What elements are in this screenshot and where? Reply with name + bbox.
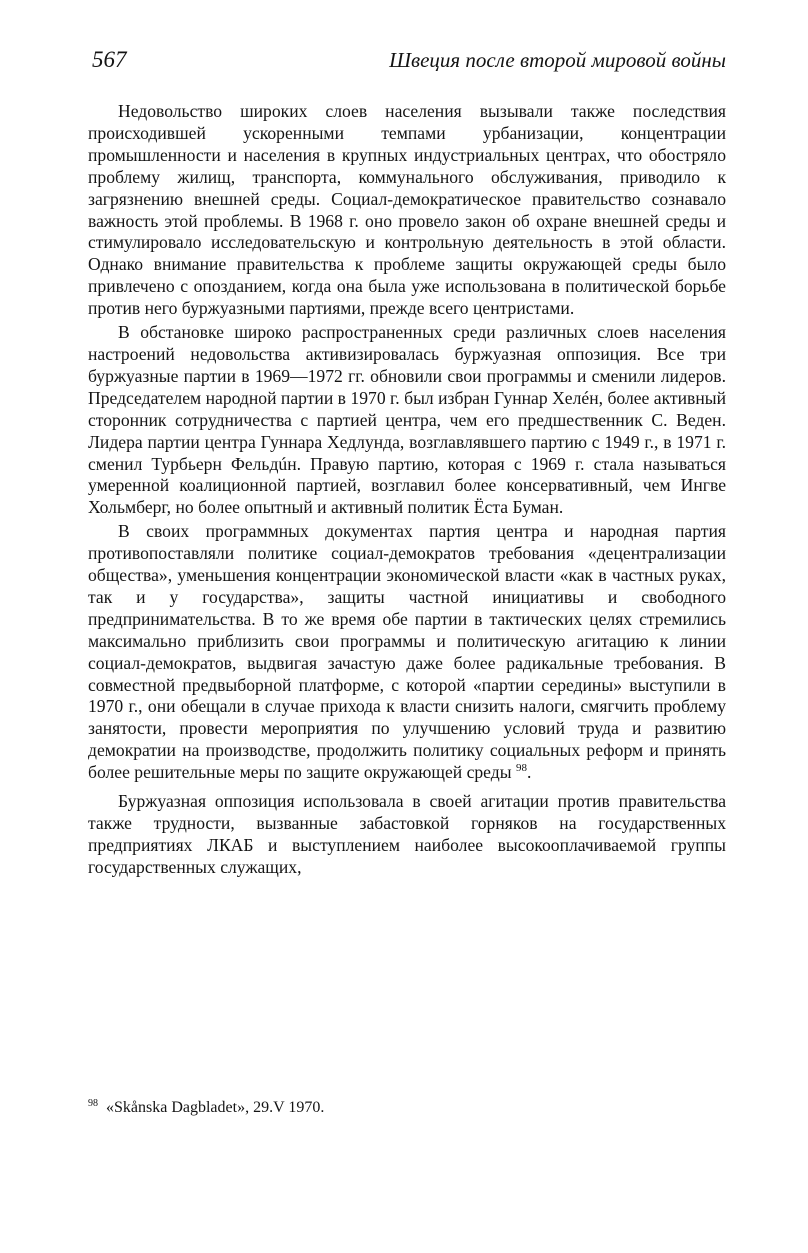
footnote xyxy=(88,1097,726,1119)
body-text xyxy=(88,101,726,879)
footnote-number: 98 xyxy=(88,1097,98,1109)
paragraph-4: Буржуазная оппозиция использовала в своей агитации против правительства также трудности, вызванные забастовкой горняков на государственных предприятиях ЛКАБ и выступлением наиболее высокооплачиваемой группы государственных служащих, xyxy=(88,791,726,877)
paragraph-3: В своих программных документах партия центра и народная партия противопоставляли политике социал-демократов требования «децентрализации общества», уменьшения концентрации экономической власти «как в частных руках, так и у государства», защиты частной инициативы и свободного предпринимательства. В то же время обе партии в тактических целях стремились максимально приблизить свои программы и политическую агитацию к линии социал-демократов, выдвигая зачастую даже более радикальные требования. В совместной предвыборной платформе, с которой «партии середины» выступили в 1970 г., они обещали в случае прихода к власти снизить налоги, смягчить проблему занятости, провести мероприятия по улучшению условий труда и развитию демократии на производстве, продолжить политику социальных реформ и принять более решительные меры по защите окружающей среды $^{98}$. xyxy=(88,521,726,783)
running-title: Швеция после второй мировой войны xyxy=(389,48,726,72)
footnote-reference: 98 xyxy=(515,762,527,775)
paragraph-2: В обстановке широко распространенных среди различных слоев населения настроений недовольства активизировалась буржуазная оппозиция. Все три буржуазные партии в 1969—1972 гг. обновили свои программы и сменили лидеров. Председателем народной партии в 1970 г. был избран Гуннар Хелéн, более активный сторонник сотрудничества с партией центра, чем его предшественник С. Веден. Лидера партии центра Гуннара Хедлунда, возглавлявшего партию с 1949 г., в 1971 г. сменил Турбьерн Фельдúн. Правую партию, которая с 1969 г. стала называться умеренной коалиционной партией, возглавил более консервативный, чем Ингве Хольмберг, но более опытный и активный политик Ёста Буман. xyxy=(88,322,726,518)
page-number: 567 xyxy=(92,47,127,72)
paragraph-3-text: В своих программных документах партия центра и народная партия противопоставляли политике социал-демократов требования «децентрализации общества», уменьшения концентрации экономической власти «как в частных руках, так и у государства», защиты частной инициативы и свободного предпринимательства. В то же время обе партии в тактических целях стремились максимально приблизить свои программы и политическую агитацию к линии социал-демократов, выдвигая зачастую даже более радикальные требования. В совместной предвыборной платформе, с которой «партии середины» выступили в 1970 г., они обещали в случае прихода к власти снизить налоги, смягчить проблему занятости, провести мероприятия по улучшению условий труда и развитию демократии на производстве, продолжить политику социальных реформ и принять более решительные меры по защите окружающей среды xyxy=(88,521,726,783)
running-head xyxy=(92,46,726,78)
footnote-text: «Skånska Dagbladet», 29.V 1970. xyxy=(106,1099,325,1116)
paragraph-1: Недовольство широких слоев населения вызывали также последствия происходившей ускоренными темпами урбанизации, концентрации промышленности и населения в крупных индустриальных центрах, что обостряло проблему жилищ, транспорта, коммунального обслуживания, приводило к загрязнению внешней среды. Социал-демократическое правительство сознавало важность этой проблемы. В 1968 г. оно провело закон об охране внешней среды и стимулировало исследовательскую и контрольную деятельность в этой области. Однако внимание правительства к проблеме защиты окружающей среды было привлечено с опозданием, когда она была уже использована в политической борьбе против него буржуазными партиями, прежде всего центристами. xyxy=(88,101,726,319)
